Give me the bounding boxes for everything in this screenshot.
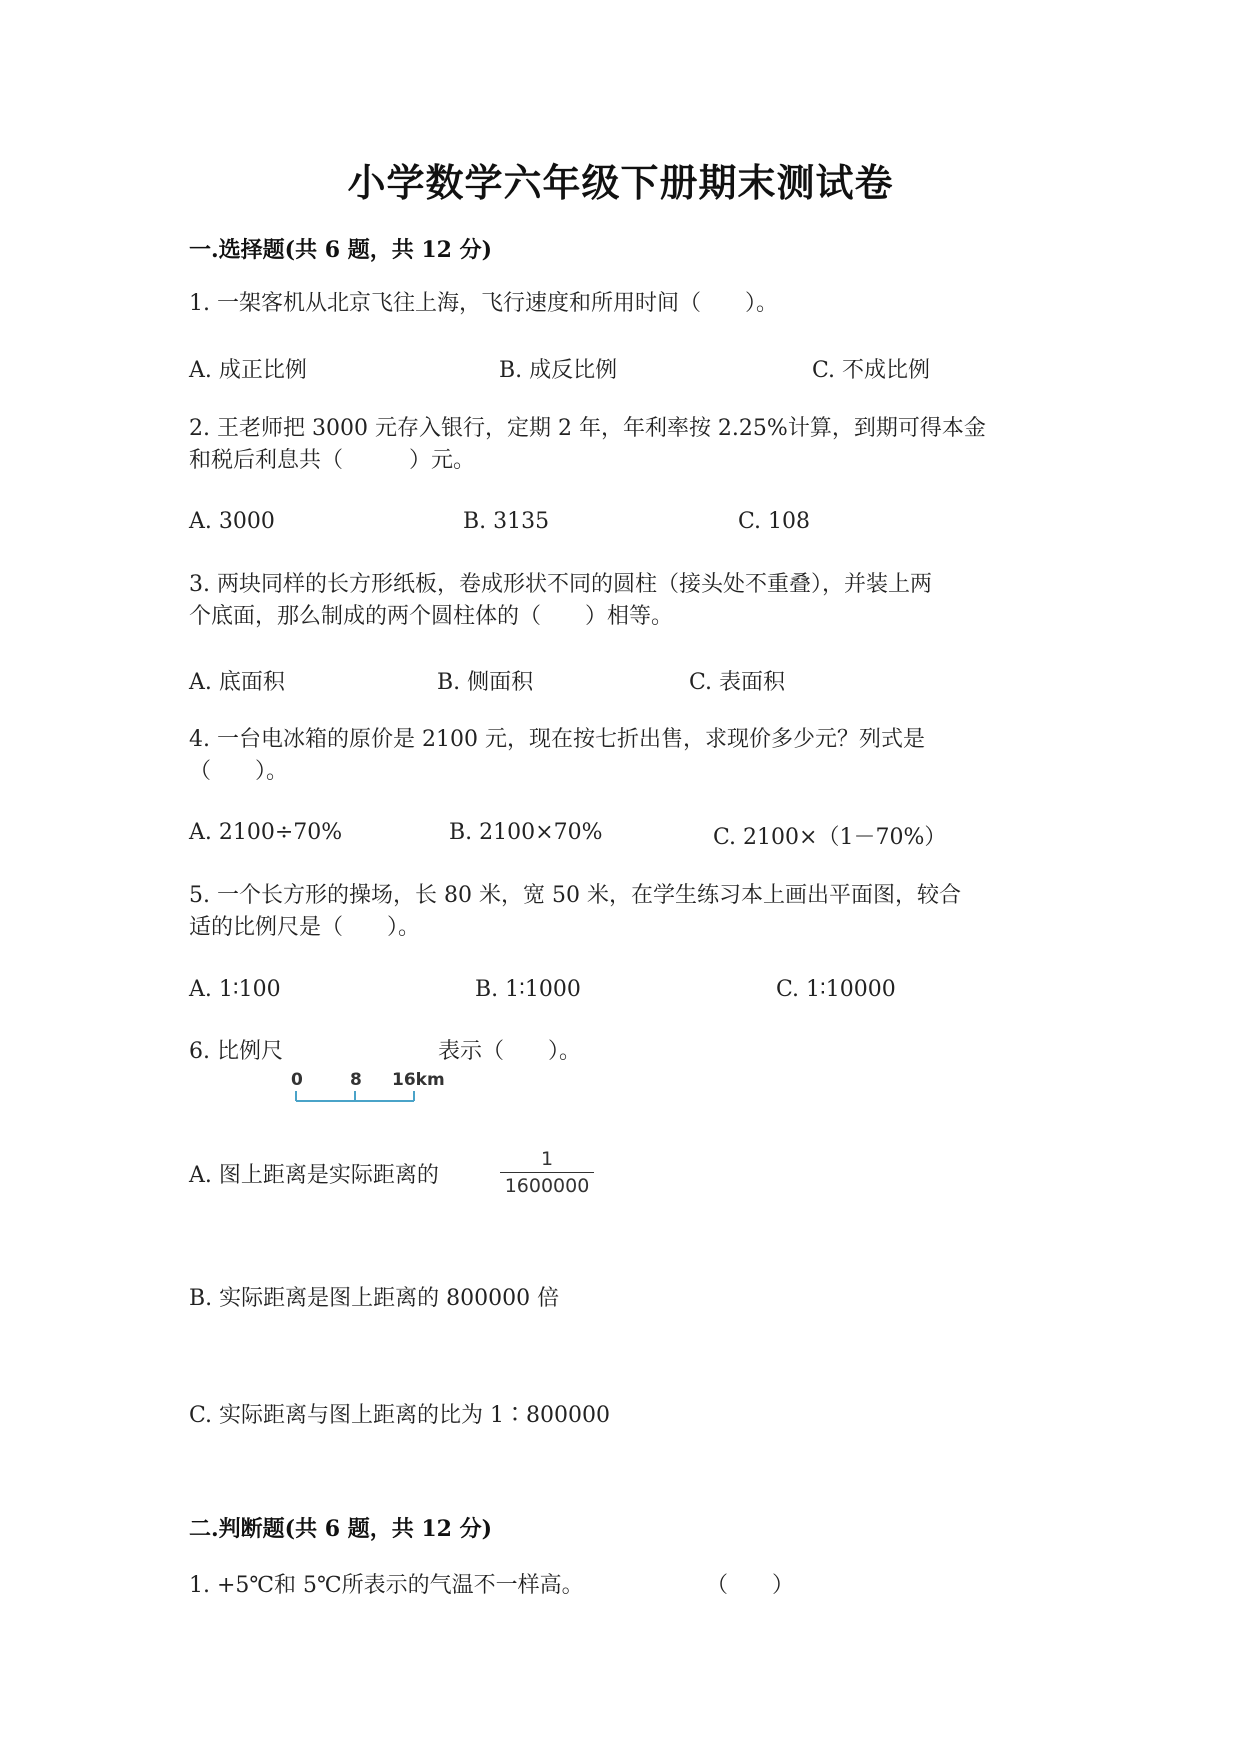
fraction-denominator: 1600000: [504, 1175, 590, 1197]
question-6-option-b: B. 实际距离是图上距离的 800000 倍: [189, 1286, 560, 1311]
question-1-option-b: B. 成反比例: [499, 358, 618, 383]
question-3-option-a: A. 底面积: [189, 670, 285, 695]
question-1-option-c: C. 不成比例: [812, 358, 931, 383]
question-3-text-line-1: 3. 两块同样的长方形纸板，卷成形状不同的圆柱（接头处不重叠），并装上两: [189, 572, 932, 597]
question-5-option-a: A. 1∶100: [189, 977, 281, 1002]
question-6-prefix: 6. 比例尺: [189, 1039, 283, 1064]
page-title: 小学数学六年级下册期末测试卷: [347, 160, 894, 205]
question-1-option-a: A. 成正比例: [189, 358, 307, 383]
question-5-text-line-1: 5. 一个长方形的操场，长 80 米，宽 50 米，在学生练习本上画出平面图，较合: [189, 883, 961, 908]
scale-label-16km: 16km: [392, 1070, 445, 1090]
scale-bar-figure: [288, 1065, 445, 1115]
section-heading-judgment: 二.判断题(共 6 题，共 12 分): [189, 1516, 493, 1542]
question-5-option-b: B. 1∶1000: [475, 977, 581, 1002]
question-4-option-c: C. 2100×（1－70%）: [713, 825, 947, 850]
question-4-option-a: A. 2100÷70%: [189, 820, 343, 845]
question-5-text-line-2: 适的比例尺是（ ）。: [189, 915, 421, 940]
question-6-option-c: C. 实际距离与图上距离的比为 1∶800000: [189, 1403, 611, 1428]
question-4-text-line-1: 4. 一台电冰箱的原价是 2100 元，现在按七折出售，求现价多少元？列式是: [189, 727, 925, 752]
section-heading-choice: 一.选择题(共 6 题，共 12 分): [189, 237, 493, 263]
judgment-1-text: 1. +5℃和 5℃所表示的气温不一样高。: [189, 1573, 584, 1598]
question-3-option-c: C. 表面积: [689, 670, 786, 695]
question-6-option-a: A. 图上距离是实际距离的: [189, 1163, 439, 1188]
question-1-text: 1. 一架客机从北京飞往上海，飞行速度和所用时间（ ）。: [189, 291, 778, 316]
scale-label-8: 8: [350, 1070, 362, 1090]
question-5-option-c: C. 1∶10000: [776, 977, 896, 1002]
question-6-suffix: 表示（ ）。: [438, 1039, 582, 1064]
judgment-1-answer-blank: （ ）: [706, 1573, 795, 1598]
fraction-bar: [500, 1172, 594, 1173]
fraction-numerator: 1: [540, 1148, 554, 1170]
question-3-option-b: B. 侧面积: [437, 670, 534, 695]
question-2-option-a: A. 3000: [189, 509, 275, 534]
question-4-text-line-2: （ ）。: [189, 759, 289, 784]
question-4-option-b: B. 2100×70%: [449, 820, 603, 845]
question-3-text-line-2: 个底面，那么制成的两个圆柱体的（ ）相等。: [189, 604, 674, 629]
question-2-text-line-1: 2. 王老师把 3000 元存入银行，定期 2 年，年利率按 2.25%计算，到期可得本金: [189, 416, 986, 441]
question-2-option-c: C. 108: [738, 509, 811, 534]
question-2-option-b: B. 3135: [463, 509, 550, 534]
question-2-text-line-2: 和税后利息共（ ）元。: [189, 448, 476, 473]
question-6-option-a-fraction: [500, 1148, 594, 1197]
scale-label-0: 0: [291, 1070, 303, 1090]
